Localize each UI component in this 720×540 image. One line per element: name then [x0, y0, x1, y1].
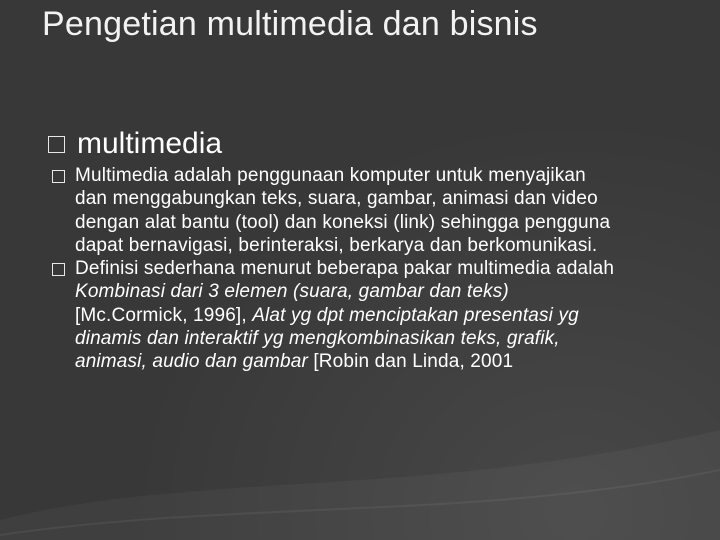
sub-bullet-italic-part: Kombinasi dari 3 elemen (suara, gambar dan teks) [75, 281, 509, 303]
hollow-square-bullet-icon [52, 263, 65, 276]
sub-bullet-text-part: Definisi sederhana menurut beberapa pakar multimedia adalah [75, 258, 615, 280]
sub-bullet-text-part: [Robin dan Linda, 2001 [307, 351, 514, 373]
slide-title: Pengetian multimedia dan bisnis [42, 5, 538, 43]
sub-bullet-item [52, 257, 622, 373]
sub-bullet-text: Multimedia adalah penggunaan komputer untuk menyajikan dan menggabungkan teks, suara, gambar, animasi dan video dengan alat bantu (tool) dan koneksi (link) sehingga pengguna dapat bernavigasi, berinteraksi, berkarya dan berkomunikasi. [75, 165, 611, 256]
hollow-square-bullet-icon [48, 136, 65, 153]
bullet-level1-label: multimedia [77, 127, 223, 160]
sub-bullet-item [52, 164, 622, 257]
hollow-square-bullet-icon [52, 170, 65, 183]
sub-bullet-list [52, 164, 622, 374]
bullet-level1 [48, 126, 668, 162]
sub-bullet-italic-part: Alat yg dpt menciptakan presentasi yg dinamis dan interaktif yg mengkombinasikan teks, grafik, animasi, audio dan gambar [75, 304, 579, 373]
sub-bullet-text-part: [Mc.Cormick, 1996], [75, 304, 253, 326]
